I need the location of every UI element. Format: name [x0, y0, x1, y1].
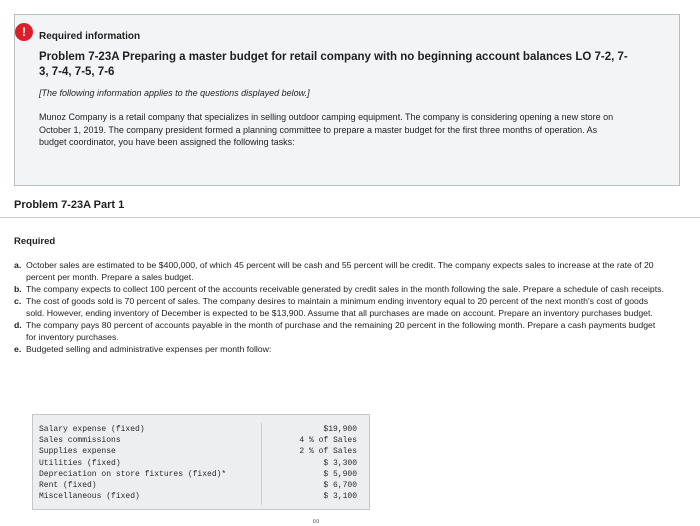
table-row [39, 469, 363, 480]
task-letter: a. [14, 260, 22, 270]
expense-value: $ 6,700 [323, 480, 357, 490]
expense-label: Salary expense (fixed) [39, 425, 145, 434]
expense-table [32, 414, 370, 510]
expense-label: Supplies expense [39, 447, 116, 457]
table-row [39, 446, 363, 457]
info-note: [The following information applies to the questions displayed below.] [39, 88, 310, 98]
task-letter: e. [14, 344, 22, 354]
task-list [14, 259, 664, 355]
task-item [14, 319, 664, 343]
expense-label: Utilities (fixed) [39, 458, 121, 468]
table-row [39, 480, 363, 491]
task-text: October sales are estimated to be $400,000, of which 45 percent will be cash and 55 percent will be credit. The company expects sales to increase at the rate of 20 percent per month. Prepare a sales budget. [26, 260, 654, 282]
required-information-panel [14, 14, 680, 186]
problem-title: Problem 7-23A Preparing a master budget for retail company with no beginning account balances LO 7-2, 7-3, 7-4, 7-5, 7-6 [39, 51, 628, 78]
intro-paragraph: Munoz Company is a retail company that specializes in selling outdoor camping equipment. The company is considering opening a new store on October 1, 2019. The company president formed a planning committee to prepare a master budget for the first three months of operation. As budget coordinator, you have been assigned the following tasks: [39, 112, 614, 147]
task-letter: d. [14, 320, 22, 330]
expense-label: Rent (fixed) [39, 480, 97, 490]
alert-icon: ! [15, 23, 33, 41]
table-row [39, 491, 363, 502]
task-text: The company pays 80 percent of accounts payable in the month of purchase and the remaining 20 percent in the following month. Prepare a cash payments budget for inventory purchases. [26, 320, 656, 342]
task-item [14, 295, 664, 319]
table-row [39, 458, 363, 469]
required-label: Required [14, 236, 56, 247]
table-row [39, 424, 363, 435]
table-row [39, 435, 363, 446]
expense-label: Sales commissions [39, 436, 121, 446]
expense-value: $ 5,900 [323, 469, 357, 479]
expense-value: $ 3,300 [323, 458, 357, 468]
task-text: The cost of goods sold is 70 percent of sales. The company desires to maintain a minimum ending inventory equal to 20 percent of the next month's cost of goods sold. However, ending inventory of December is expected to be $13,900. Assume that all purchases are made on account. Prepare an inventory purchases budget. [26, 296, 653, 318]
task-item [14, 343, 664, 355]
part-title: Problem 7-23A Part 1 [14, 199, 125, 211]
divider [0, 217, 700, 218]
task-item [14, 283, 664, 295]
task-letter: c. [14, 296, 22, 306]
expense-value: 2 % of Sales [299, 447, 357, 457]
expense-value: 4 % of Sales [299, 436, 357, 446]
task-letter: b. [14, 284, 22, 294]
expense-label: Depreciation on store fixtures (fixed)* [39, 469, 227, 479]
infinity-icon[interactable]: ∞ [312, 516, 320, 526]
expense-value: $19,900 [323, 425, 357, 434]
task-item [14, 259, 664, 283]
required-information-heading: Required information [39, 31, 141, 42]
expense-label: Miscellaneous (fixed) [39, 492, 140, 502]
task-text: Budgeted selling and administrative expenses per month follow: [26, 344, 272, 354]
expense-value: $ 3,100 [323, 492, 357, 502]
task-text: The company expects to collect 100 percent of the accounts receivable generated by credit sales in the month following the sale. Prepare a schedule of cash receipts. [26, 284, 664, 294]
